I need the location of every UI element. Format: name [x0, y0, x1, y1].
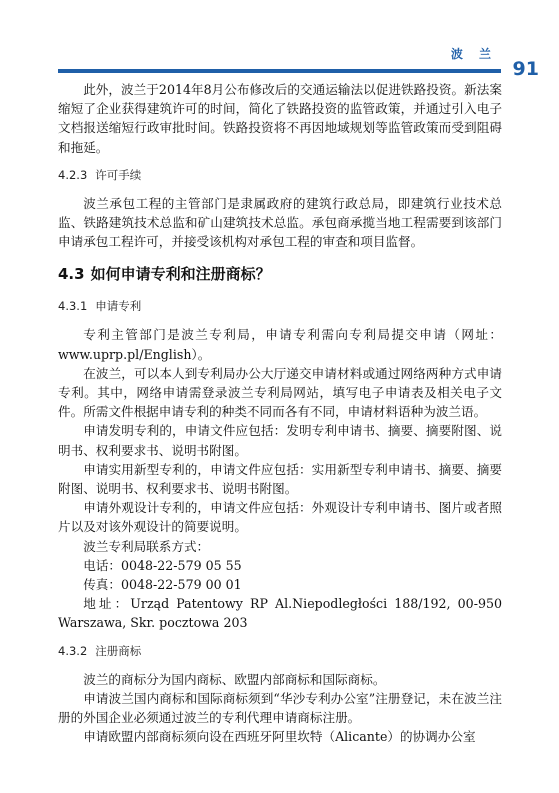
page-number: 91	[512, 58, 539, 80]
paragraph-contact-heading: 波兰专利局联系方式：	[83, 538, 210, 554]
paragraph-invention-patent-documents: 申请发明专利的，申请文件应包括：发明专利申请书、摘要、摘要附图、说明书、权利要求书、说明书附图。	[58, 423, 502, 458]
section-number: 4.3	[58, 265, 85, 284]
paragraph-railway-investment: 此外，波兰于2014年8月公布修改后的交通运输法以促进铁路投资。新法案缩短了企业获得建筑许可的时间，简化了铁路投资的监管政策，并通过引入电子文档报送缩短行政审批时间。铁路投资将不再因地域规划等监管政策而受到阻碍和拖延。	[58, 82, 502, 155]
subsection-heading-4-3-2	[58, 642, 502, 661]
subsection-title: 申请专利	[95, 299, 142, 314]
paragraph-phone: 电话：0048-22-579 05 55	[83, 557, 242, 573]
header-rule	[58, 69, 501, 73]
subsection-title: 注册商标	[95, 643, 142, 658]
paragraph-fax: 传真：0048-22-579 00 01	[83, 577, 242, 593]
paragraph-trademark-types: 波兰的商标分为国内商标、欧盟内部商标和国际商标。	[83, 671, 386, 687]
paragraph-domestic-trademark: 申请波兰国内商标和国际商标须到“华沙专利办公室”注册登记，未在波兰注册的外国企业必须通过波兰的专利代理申请商标注册。	[58, 690, 502, 726]
subsection-title: 许可手续	[95, 167, 142, 182]
subsection-heading-4-3-1	[58, 297, 502, 316]
paragraph-patent-application-methods: 在波兰，可以本人到专利局办公大厅递交申请材料或通过网络两种方式申请专利。其中，网络申请需登录波兰专利局网站，填写电子申请表及相关电子文件。所需文件根据申请专利的种类不同而各有不同，申请材料语种为波兰语。	[58, 365, 502, 420]
subsection-heading-4-2-3	[58, 166, 502, 185]
paragraph-address: 地址：Urząd Patentowy RP Al.Niepodległości 188/192, 00-950 Warszawa, Skr. pocztowa 203	[58, 596, 502, 631]
page-body	[58, 80, 502, 746]
section-heading-4-3	[58, 263, 502, 285]
paragraph-utility-model-documents: 申请实用新型专利的，申请文件应包括：实用新型专利申请书、摘要、摘要附图、说明书、权利要求书、说明书附图。	[58, 461, 502, 497]
subsection-number: 4.3.1	[58, 299, 88, 314]
paragraph-eu-trademark: 申请欧盟内部商标须向设在西班牙阿里坎特（Alicante）的协调办公室	[83, 729, 476, 745]
paragraph-design-patent-documents: 申请外观设计专利的，申请文件应包括：外观设计专利申请书、图片或者照片以及对该外观设计的简要说明。	[58, 500, 502, 535]
paragraph-patent-office: 专利主管部门是波兰专利局，申请专利需向专利局提交申请（网址：www.uprp.pl/English）。	[58, 327, 502, 362]
paragraph-permit-authority: 波兰承包工程的主管部门是隶属政府的建筑行政总局，即建筑行业技术总监、铁路建筑技术总监和矿山建筑技术总监。承包商承揽当地工程需要到该部门申请承包工程许可，并接受该机构对承包工程的审查和项目监督。	[58, 195, 502, 250]
section-title: 如何申请专利和注册商标？	[90, 265, 271, 284]
subsection-number: 4.3.2	[58, 643, 88, 658]
subsection-number: 4.2.3	[58, 167, 88, 182]
running-header-title: 波 兰	[450, 47, 497, 61]
